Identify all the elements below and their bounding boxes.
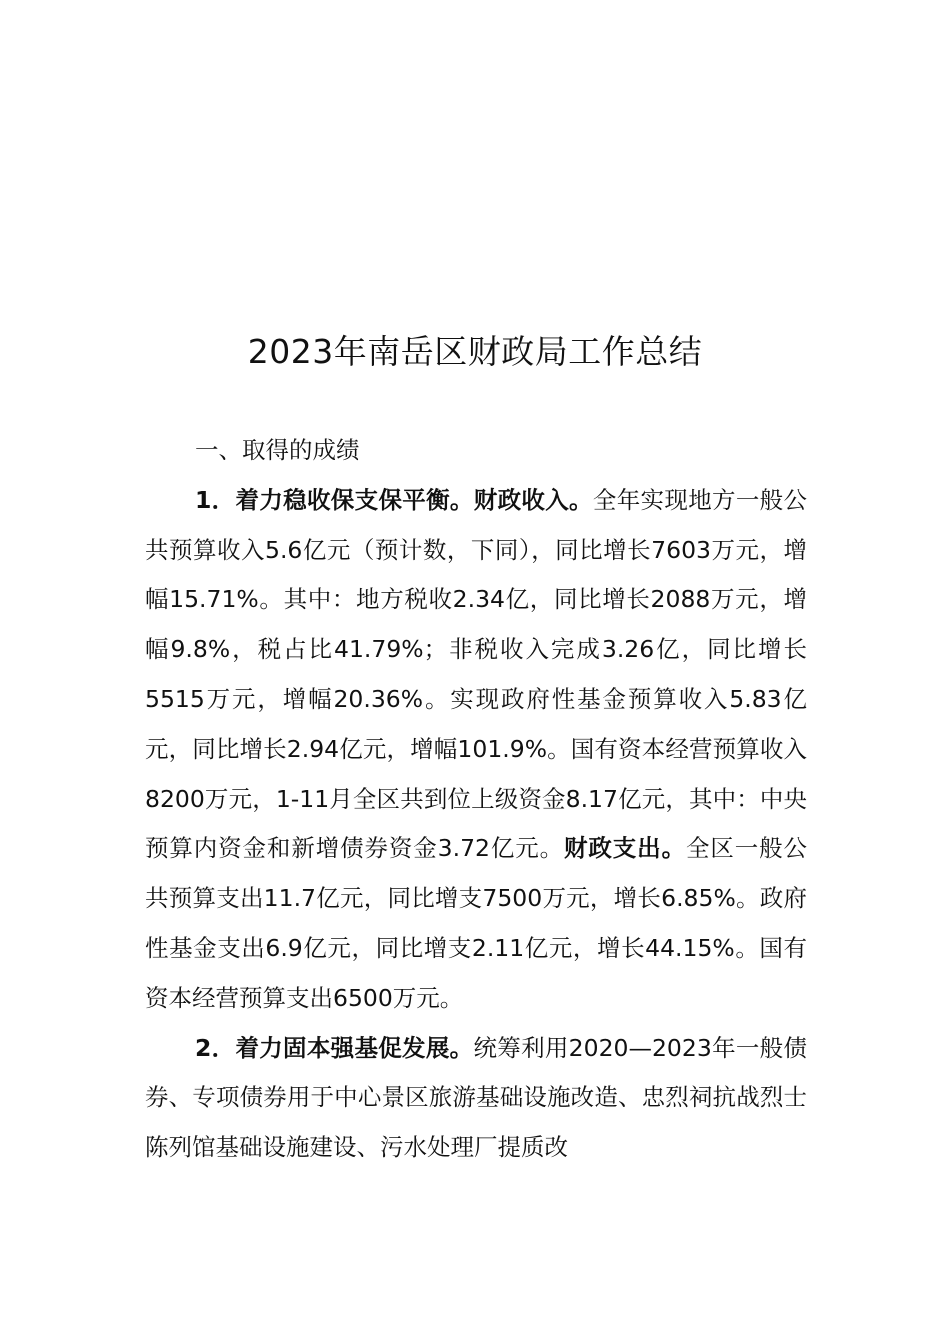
section-heading: 一、取得的成绩	[195, 436, 360, 464]
paragraph-2-text: 统筹利用2020—2023年一般债券、专项债券用于中心景区旅游基础设施改造、忠烈祠抗战烈士陈列馆基础设施建设、污水处理厂提质改	[145, 1033, 807, 1162]
paragraph-1-inline-heading: 财政支出。	[564, 834, 686, 863]
paragraph-1-lead: 1．着力稳收保支保平衡。财政收入。	[195, 485, 593, 514]
document-body	[145, 426, 807, 1173]
paragraph-1-text-a: 全年实现地方一般公共预算收入5.6亿元（预计数，下同），同比增长7603万元，增幅15.71%。其中：地方税收2.34亿，同比增长2088万元，增幅9.8%，税占比41.79%；非税收入完成3.26亿，同比增长5515万元，增幅20.36%。实现政府性基金预算收入5.83亿元，同比增长2.94亿元，增幅101.9%。国有资本经营预算收入8200万元，1-11月全区共到位上级资金8.17亿元，其中：中央预算内资金和新增债券资金3.72亿元。	[145, 485, 807, 863]
paragraph-1-text-b: 全区一般公共预算支出11.7亿元，同比增支7500万元，增长6.85%。政府性基金支出6.9亿元，同比增支2.11亿元，增长44.15%。国有资本经营预算支出6500万元。	[145, 834, 808, 1012]
paragraph-2-lead: 2．着力固本强基促发展。	[195, 1033, 474, 1062]
document-title: 2023年南岳区财政局工作总结	[247, 332, 703, 371]
paragraph-1	[145, 476, 807, 1024]
paragraph-2	[145, 1024, 807, 1173]
